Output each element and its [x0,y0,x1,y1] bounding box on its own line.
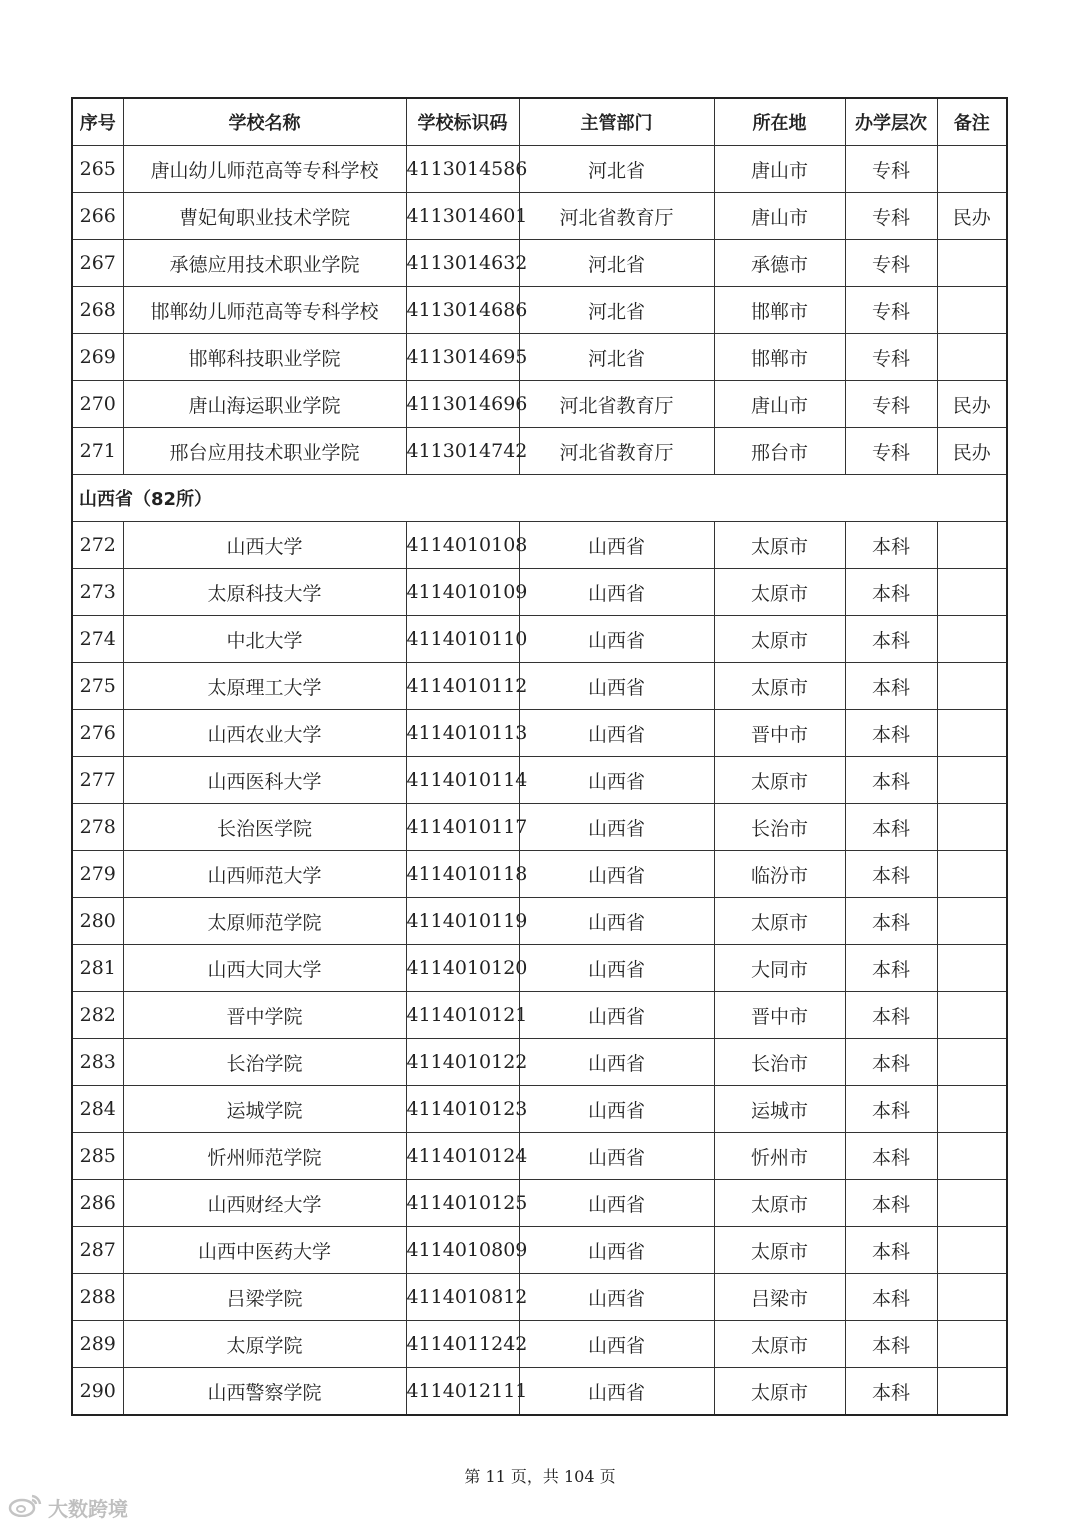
cell-seq: 277 [72,757,123,804]
cell-authority: 山西省 [519,1321,714,1368]
cell-school-code: 4114010809 [406,1227,519,1274]
cell-level: 本科 [845,710,937,757]
cell-level: 专科 [845,428,937,475]
cell-level: 本科 [845,1368,937,1416]
cell-seq: 285 [72,1133,123,1180]
cell-school-name: 太原师范学院 [123,898,406,945]
cell-remarks [937,569,1007,616]
cell-school-name: 唐山幼儿师范高等专科学校 [123,146,406,193]
cell-school-code: 4114010117 [406,804,519,851]
cell-location: 太原市 [714,522,845,569]
header-authority: 主管部门 [519,98,714,146]
section-label: 山西省（82所） [72,475,1007,522]
table-row [72,1227,1007,1274]
cell-seq: 281 [72,945,123,992]
cell-location: 太原市 [714,1321,845,1368]
cell-school-name: 山西师范大学 [123,851,406,898]
weibo-icon [8,1493,42,1522]
cell-seq: 274 [72,616,123,663]
table-row [72,710,1007,757]
cell-authority: 山西省 [519,945,714,992]
cell-authority: 河北省 [519,240,714,287]
cell-seq: 278 [72,804,123,851]
cell-school-name: 山西警察学院 [123,1368,406,1416]
table-row [72,757,1007,804]
cell-school-code: 4113014695 [406,334,519,381]
cell-remarks [937,992,1007,1039]
cell-seq: 283 [72,1039,123,1086]
cell-school-code: 4114010122 [406,1039,519,1086]
cell-level: 专科 [845,240,937,287]
cell-seq: 267 [72,240,123,287]
cell-level: 本科 [845,1321,937,1368]
header-location: 所在地 [714,98,845,146]
cell-school-name: 太原科技大学 [123,569,406,616]
cell-school-name: 唐山海运职业学院 [123,381,406,428]
header-level: 办学层次 [845,98,937,146]
cell-school-code: 4113014586 [406,146,519,193]
cell-level: 专科 [845,381,937,428]
cell-authority: 山西省 [519,1274,714,1321]
cell-school-code: 4114011242 [406,1321,519,1368]
cell-school-code: 4114010123 [406,1086,519,1133]
page-number: 第 11 页，共 104 页 [464,1467,616,1486]
cell-remarks [937,898,1007,945]
cell-remarks: 民办 [937,381,1007,428]
cell-location: 太原市 [714,1180,845,1227]
table-row [72,381,1007,428]
cell-school-code: 4114010110 [406,616,519,663]
header-seq: 序号 [72,98,123,146]
cell-remarks [937,1227,1007,1274]
table-row [72,804,1007,851]
table-row [72,428,1007,475]
cell-level: 本科 [845,851,937,898]
cell-authority: 山西省 [519,851,714,898]
cell-school-name: 晋中学院 [123,992,406,1039]
cell-authority: 河北省 [519,334,714,381]
watermark-text: 大数跨境 [48,1497,128,1521]
cell-location: 长治市 [714,1039,845,1086]
table-row [72,1368,1007,1416]
cell-school-name: 山西大学 [123,522,406,569]
cell-level: 专科 [845,193,937,240]
cell-seq: 270 [72,381,123,428]
cell-school-name: 邯郸幼儿师范高等专科学校 [123,287,406,334]
cell-location: 临汾市 [714,851,845,898]
cell-location: 晋中市 [714,710,845,757]
cell-remarks [937,663,1007,710]
cell-school-name: 太原理工大学 [123,663,406,710]
cell-seq: 269 [72,334,123,381]
table-row [72,146,1007,193]
cell-school-name: 运城学院 [123,1086,406,1133]
cell-authority: 山西省 [519,804,714,851]
cell-school-name: 长治医学院 [123,804,406,851]
cell-level: 本科 [845,616,937,663]
watermark [8,1493,128,1522]
cell-remarks [937,1274,1007,1321]
cell-seq: 286 [72,1180,123,1227]
cell-location: 太原市 [714,663,845,710]
cell-authority: 河北省教育厅 [519,193,714,240]
cell-authority: 山西省 [519,1086,714,1133]
cell-school-code: 4114010118 [406,851,519,898]
cell-authority: 山西省 [519,616,714,663]
cell-seq: 268 [72,287,123,334]
cell-seq: 280 [72,898,123,945]
cell-location: 太原市 [714,569,845,616]
cell-seq: 290 [72,1368,123,1416]
cell-school-name: 吕梁学院 [123,1274,406,1321]
table-row [72,1274,1007,1321]
table-body [72,146,1007,1416]
cell-level: 本科 [845,757,937,804]
table-row [72,522,1007,569]
table-row [72,1321,1007,1368]
cell-remarks [937,804,1007,851]
cell-school-name: 长治学院 [123,1039,406,1086]
table-row [72,616,1007,663]
cell-remarks [937,287,1007,334]
cell-remarks [937,1180,1007,1227]
cell-authority: 山西省 [519,1039,714,1086]
header-school-name: 学校名称 [123,98,406,146]
cell-school-name: 中北大学 [123,616,406,663]
cell-level: 专科 [845,334,937,381]
cell-school-name: 承德应用技术职业学院 [123,240,406,287]
cell-authority: 河北省 [519,287,714,334]
cell-authority: 山西省 [519,522,714,569]
cell-school-name: 山西大同大学 [123,945,406,992]
table-row [72,240,1007,287]
cell-school-code: 4114010120 [406,945,519,992]
cell-school-name: 山西医科大学 [123,757,406,804]
cell-location: 太原市 [714,616,845,663]
cell-school-code: 4113014601 [406,193,519,240]
cell-school-name: 太原学院 [123,1321,406,1368]
school-list-table [71,97,1008,1416]
cell-level: 本科 [845,1274,937,1321]
cell-location: 邯郸市 [714,287,845,334]
cell-seq: 265 [72,146,123,193]
table-row [72,1180,1007,1227]
cell-level: 本科 [845,569,937,616]
cell-level: 本科 [845,945,937,992]
cell-remarks [937,240,1007,287]
table-row [72,287,1007,334]
cell-level: 本科 [845,992,937,1039]
cell-seq: 272 [72,522,123,569]
header-school-code: 学校标识码 [406,98,519,146]
cell-school-name: 山西财经大学 [123,1180,406,1227]
cell-remarks [937,1321,1007,1368]
table-row [72,193,1007,240]
cell-location: 邯郸市 [714,334,845,381]
cell-location: 承德市 [714,240,845,287]
cell-location: 忻州市 [714,1133,845,1180]
cell-school-code: 4114010812 [406,1274,519,1321]
cell-location: 唐山市 [714,381,845,428]
cell-remarks: 民办 [937,193,1007,240]
cell-remarks [937,1368,1007,1416]
cell-level: 本科 [845,522,937,569]
cell-location: 大同市 [714,945,845,992]
cell-level: 本科 [845,1133,937,1180]
cell-authority: 山西省 [519,1368,714,1416]
cell-authority: 山西省 [519,1227,714,1274]
cell-seq: 266 [72,193,123,240]
cell-school-code: 4114010114 [406,757,519,804]
cell-level: 本科 [845,1039,937,1086]
cell-level: 本科 [845,898,937,945]
cell-school-code: 4114010121 [406,992,519,1039]
cell-remarks [937,616,1007,663]
cell-location: 运城市 [714,1086,845,1133]
cell-location: 长治市 [714,804,845,851]
cell-seq: 271 [72,428,123,475]
table-row [72,1039,1007,1086]
cell-seq: 275 [72,663,123,710]
cell-school-code: 4114010125 [406,1180,519,1227]
table-row [72,663,1007,710]
header-remarks: 备注 [937,98,1007,146]
table-row [72,1086,1007,1133]
cell-school-code: 4114012111 [406,1368,519,1416]
cell-location: 唐山市 [714,193,845,240]
cell-authority: 山西省 [519,710,714,757]
cell-location: 唐山市 [714,146,845,193]
table-row [72,1133,1007,1180]
cell-school-name: 忻州师范学院 [123,1133,406,1180]
cell-remarks: 民办 [937,428,1007,475]
cell-location: 太原市 [714,757,845,804]
cell-school-code: 4114010119 [406,898,519,945]
cell-level: 本科 [845,804,937,851]
cell-school-code: 4114010124 [406,1133,519,1180]
cell-authority: 山西省 [519,1133,714,1180]
cell-level: 专科 [845,146,937,193]
cell-authority: 山西省 [519,569,714,616]
cell-seq: 288 [72,1274,123,1321]
table-row [72,945,1007,992]
cell-school-name: 山西农业大学 [123,710,406,757]
cell-seq: 284 [72,1086,123,1133]
cell-authority: 山西省 [519,1180,714,1227]
cell-school-code: 4113014686 [406,287,519,334]
cell-authority: 山西省 [519,757,714,804]
cell-remarks [937,146,1007,193]
cell-authority: 山西省 [519,663,714,710]
table-header-row [72,98,1007,146]
cell-school-code: 4114010108 [406,522,519,569]
cell-school-name: 邢台应用技术职业学院 [123,428,406,475]
table-row [72,898,1007,945]
cell-level: 本科 [845,663,937,710]
cell-remarks [937,522,1007,569]
cell-seq: 289 [72,1321,123,1368]
cell-school-code: 4113014632 [406,240,519,287]
cell-authority: 河北省教育厅 [519,381,714,428]
cell-remarks [937,1086,1007,1133]
cell-school-code: 4114010109 [406,569,519,616]
cell-remarks [937,1133,1007,1180]
cell-school-code: 4114010112 [406,663,519,710]
cell-school-name: 邯郸科技职业学院 [123,334,406,381]
cell-remarks [937,851,1007,898]
cell-level: 本科 [845,1227,937,1274]
cell-authority: 河北省教育厅 [519,428,714,475]
cell-level: 本科 [845,1180,937,1227]
cell-remarks [937,334,1007,381]
table-row [72,569,1007,616]
table-row [72,334,1007,381]
cell-seq: 279 [72,851,123,898]
cell-school-code: 4114010113 [406,710,519,757]
cell-remarks [937,757,1007,804]
cell-level: 本科 [845,1086,937,1133]
cell-location: 太原市 [714,1368,845,1416]
section-row [72,475,1007,522]
cell-seq: 287 [72,1227,123,1274]
cell-authority: 河北省 [519,146,714,193]
cell-location: 邢台市 [714,428,845,475]
cell-remarks [937,945,1007,992]
cell-authority: 山西省 [519,898,714,945]
cell-level: 专科 [845,287,937,334]
cell-remarks [937,710,1007,757]
cell-seq: 276 [72,710,123,757]
cell-location: 太原市 [714,898,845,945]
cell-remarks [937,1039,1007,1086]
cell-school-name: 曹妃甸职业技术学院 [123,193,406,240]
cell-authority: 山西省 [519,992,714,1039]
cell-seq: 282 [72,992,123,1039]
table-row [72,992,1007,1039]
cell-school-code: 4113014696 [406,381,519,428]
cell-location: 吕梁市 [714,1274,845,1321]
cell-location: 太原市 [714,1227,845,1274]
cell-school-name: 山西中医药大学 [123,1227,406,1274]
cell-seq: 273 [72,569,123,616]
table-row [72,851,1007,898]
cell-location: 晋中市 [714,992,845,1039]
cell-school-code: 4113014742 [406,428,519,475]
